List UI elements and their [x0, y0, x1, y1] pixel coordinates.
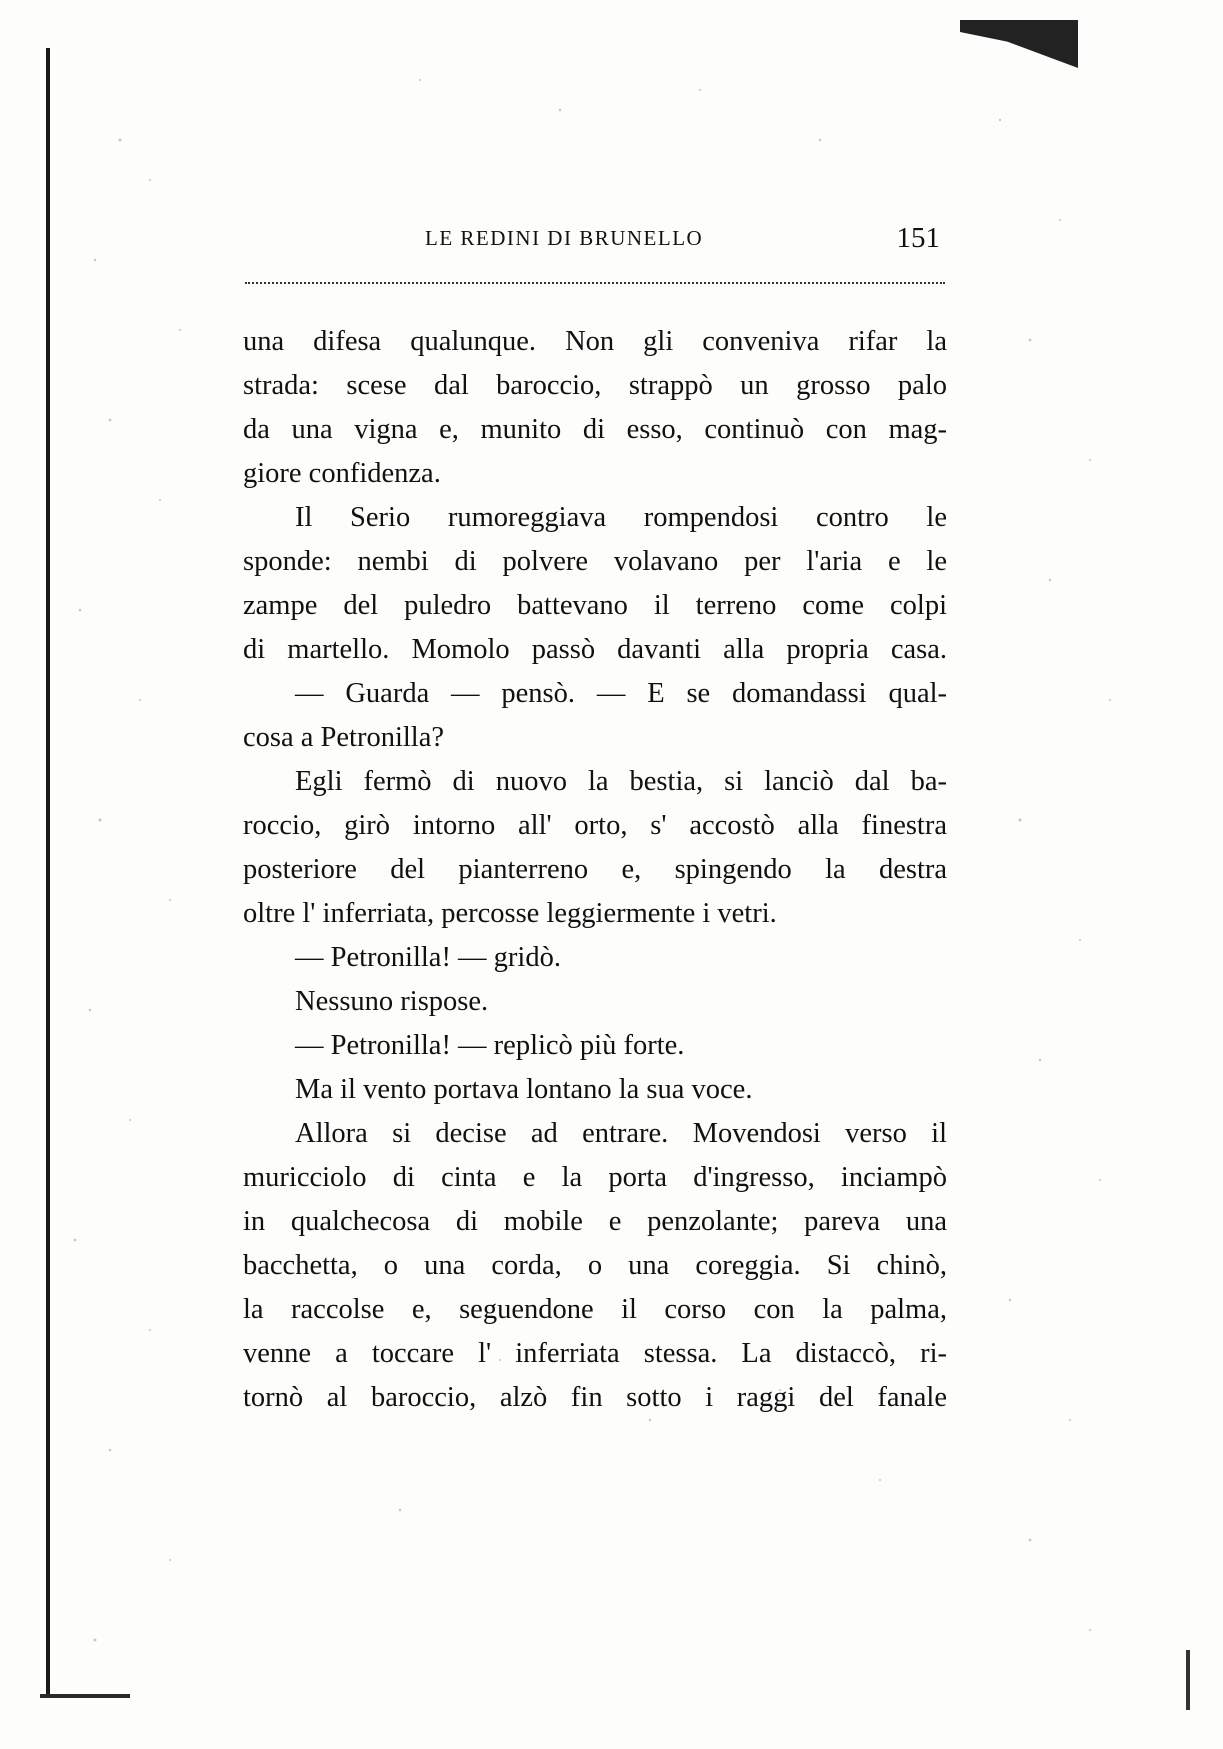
- text-line: — Guarda — pensò. — E se domandassi qual-: [295, 678, 947, 709]
- text-line: posteriore del pianterreno e, spingendo la destra: [243, 854, 947, 885]
- running-title: LE REDINI DI BRUNELLO: [425, 226, 704, 250]
- text-line: — Petronilla! — gridò.: [295, 942, 561, 973]
- page-number: 151: [896, 222, 940, 254]
- text-line: — Petronilla! — replicò più forte.: [295, 1030, 685, 1061]
- text-line: Il Serio rumoreggiava rompendosi contro le: [295, 502, 947, 533]
- page-edge-shadow: [1186, 1650, 1190, 1710]
- text-line: da una vigna e, munito di esso, continuò con mag-: [243, 414, 947, 445]
- text-line: strada: scese dal baroccio, strappò un grosso palo: [243, 370, 947, 401]
- text-line: Nessuno rispose.: [295, 986, 489, 1017]
- text-line: giore confidenza.: [243, 458, 441, 489]
- text-line: zampe del puledro battevano il terreno come colpi: [243, 590, 947, 621]
- text-line: la raccolse e, seguendone il corso con la palma,: [243, 1294, 947, 1325]
- text-line: in qualchecosa di mobile e penzolante; pareva una: [243, 1206, 947, 1237]
- header-rule: [245, 282, 945, 284]
- text-line: oltre l' inferriata, percosse leggiermente i vetri.: [243, 898, 777, 929]
- text-line: Egli fermò di nuovo la bestia, si lanciò dal ba-: [295, 766, 947, 797]
- text-line: Ma il vento portava lontano la sua voce.: [295, 1074, 753, 1105]
- text-line: bacchetta, o una corda, o una coreggia. Si chinò,: [243, 1250, 947, 1281]
- text-line: tornò al baroccio, alzò fin sotto i raggi del fanale: [243, 1382, 947, 1413]
- text-line: una difesa qualunque. Non gli conveniva rifar la: [243, 326, 947, 357]
- text-line: di martello. Momolo passò davanti alla propria casa.: [243, 634, 947, 665]
- text-line: roccio, girò intorno all' orto, s' accostò alla finestra: [243, 810, 947, 841]
- text-line: sponde: nembi di polvere volavano per l'aria e le: [243, 546, 947, 577]
- text-line: muricciolo di cinta e la porta d'ingresso, inciampò: [243, 1162, 947, 1193]
- binding-edge-bottom: [40, 1694, 130, 1698]
- body-text: [243, 320, 947, 1420]
- text-line: venne a toccare l' inferriata stessa. La distaccò, ri-: [243, 1338, 947, 1369]
- text-line: cosa a Petronilla?: [243, 722, 445, 753]
- binding-edge: [46, 48, 50, 1698]
- text-line: Allora si decise ad entrare. Movendosi verso il: [295, 1118, 947, 1149]
- running-header: [245, 222, 945, 258]
